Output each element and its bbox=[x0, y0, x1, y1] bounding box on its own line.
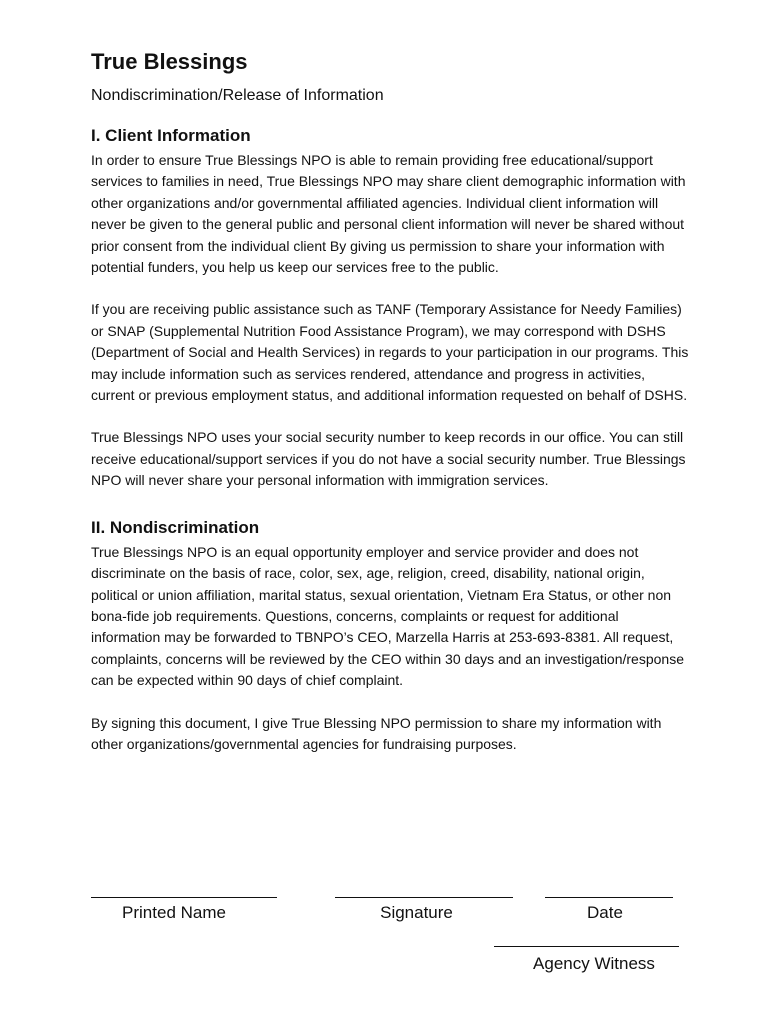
printed-name-label: Printed Name bbox=[122, 903, 226, 922]
agency-witness-label: Agency Witness bbox=[533, 954, 655, 973]
signature-line[interactable] bbox=[335, 897, 513, 898]
printed-name-line[interactable] bbox=[91, 897, 277, 898]
paragraph: True Blessings NPO uses your social security number to keep records in our office. You can still receive educational/support services if you do not have a social security number. True Blessings NPO will never share your personal information with immigration services. bbox=[91, 429, 686, 489]
document-page bbox=[91, 46, 691, 755]
paragraph: If you are receiving public assistance such as TANF (Temporary Assistance for Needy Families) or SNAP (Supplemental Nutrition Food Assistance Program), we may correspond with DSHS (Department of Social and Health Services) in regards to your participation in our programs. This may include information such as services rendered, attendance and progress in activities, current or previous employment status, and additional information requested on behalf of DSHS. bbox=[91, 301, 689, 404]
paragraph: In order to ensure True Blessings NPO is able to remain providing free educational/support services to families in need, True Blessings NPO may share client demographic information with other organizations and/or governmental affiliated agencies. Individual client information will never be given to the general public and personal client information will never be shared without prior consent from the individual client By giving us permission to share your information with potential funders, you help us keep our services free to the public. bbox=[91, 152, 686, 276]
agency-witness-line[interactable] bbox=[494, 946, 679, 947]
date-line[interactable] bbox=[545, 897, 673, 898]
document-title: True Blessings bbox=[91, 49, 248, 74]
section-heading-nondiscrimination: II. Nondiscrimination bbox=[91, 517, 260, 537]
paragraph: By signing this document, I give True Blessing NPO permission to share my information with other organizations/governmental agencies for fundraising purposes. bbox=[91, 714, 662, 752]
section-heading-client-information: I. Client Information bbox=[91, 126, 251, 145]
document-subtitle: Nondiscrimination/Release of Information bbox=[91, 87, 384, 104]
paragraph: True Blessings NPO is an equal opportunity employer and service provider and does not discriminate on the basis of race, color, sex, age, religion, creed, disability, national origin, political or union affiliation, marital status, sexual orientation, Vietnam Era Status, or other non bona-fide job requirements. Questions, concerns, complaints or request for additional information may be forwarded to TBNPO’s CEO, Marzella Harris at 253-693-8381. All request, complaints, concerns will be reviewed by the CEO within 30 days and an investigation/response can be expected within 90 days of chief complaint. bbox=[91, 543, 684, 689]
signature-label: Signature bbox=[380, 903, 453, 922]
date-label: Date bbox=[587, 903, 623, 922]
